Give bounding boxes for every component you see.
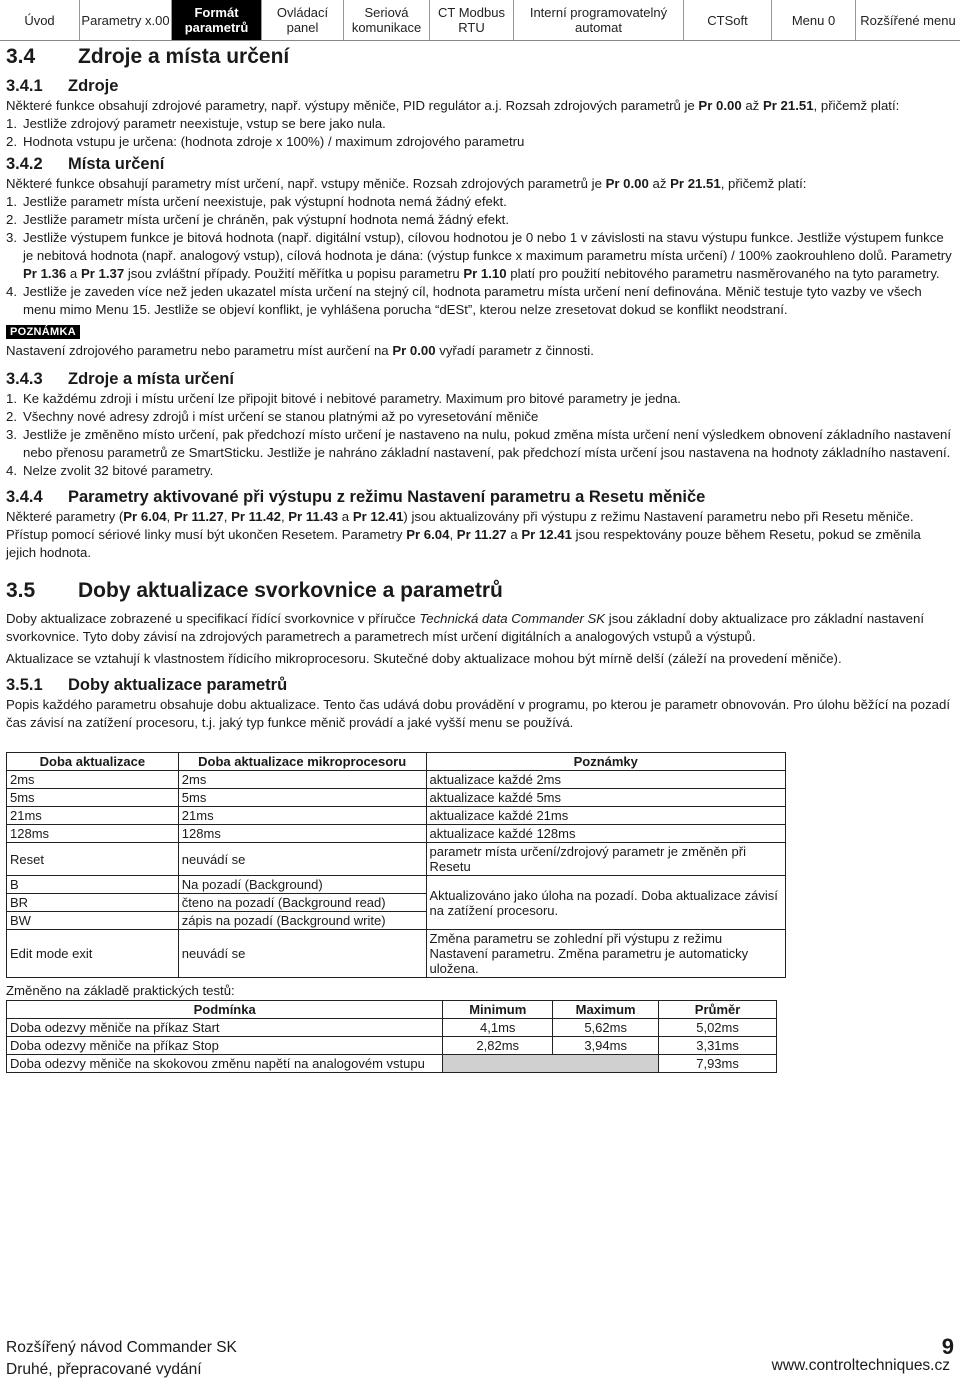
table-row xyxy=(7,930,786,978)
table-cell: 5ms xyxy=(178,789,426,807)
nav-ovladaci-panel[interactable]: Ovládací panel xyxy=(262,0,344,40)
table-cell: aktualizace každé 128ms xyxy=(426,825,786,843)
section-3-5-text-2: Aktualizace se vztahují k vlastnostem řídicího mikroprocesoru. Skutečné doby aktualizace mohou být mírně delší (záleží na provedení měniče). xyxy=(6,651,842,666)
table-cell: aktualizace každé 5ms xyxy=(426,789,786,807)
table-cell: Doba odezvy měniče na skokovou změnu napětí na analogovém vstupu xyxy=(7,1055,443,1073)
table-header: Doba aktualizace mikroprocesoru xyxy=(178,753,426,771)
table-cell: 2ms xyxy=(178,771,426,789)
table-cell: čteno na pozadí (Background read) xyxy=(178,894,426,912)
table-header: Doba aktualizace xyxy=(7,753,179,771)
section-3-4-1-heading: 3.4.1 Zdroje xyxy=(6,77,119,95)
table-cell: 3,31ms xyxy=(659,1037,777,1055)
table-cell: parametr místa určení/zdrojový parametr je změněn při Resetu xyxy=(426,843,786,876)
section-3-4-1-intro: Některé funkce obsahují zdrojové parametry, např. výstupy měniče, PID regulátor a.j. Rozsah zdrojových parametrů je Pr 0.00 až Pr 21.51, přičemž platí: xyxy=(6,98,900,113)
table-cell-empty xyxy=(443,1055,659,1073)
footer-title: Rozšířený návod Commander SK xyxy=(6,1339,237,1356)
nav-format-parametru[interactable]: Formát parametrů xyxy=(172,0,262,40)
nav-uvod[interactable]: Úvod xyxy=(0,0,80,40)
nav-rozsirene-menu[interactable]: Rozšířené menu xyxy=(860,12,956,28)
table-cell: 7,93ms xyxy=(659,1055,777,1073)
table-row xyxy=(7,876,786,894)
list-item: 2. Jestliže parametr místa určení je chráněn, pak výstupní hodnota nemá žádný efekt. xyxy=(6,212,509,227)
section-3-5-heading: 3.5 Doby aktualizace svorkovnice a parametrů xyxy=(6,579,503,602)
note-text: Nastavení zdrojového parametru nebo parametru míst aurčení na Pr 0.00 vyřadí parametr z činnosti. xyxy=(6,343,594,358)
table-cell: aktualizace každé 2ms xyxy=(426,771,786,789)
table-row xyxy=(7,807,786,825)
section-3-4-4-heading: 3.4.4 Parametry aktivované při výstupu z režimu Nastavení parametru a Resetu měniče xyxy=(6,488,706,506)
table-header-row xyxy=(7,1001,777,1019)
list-item: 2. Všechny nové adresy zdrojů i míst určení se stanou platnými až po vyresetování měniče xyxy=(6,409,539,424)
section-3-5-1-heading: 3.5.1 Doby aktualizace parametrů xyxy=(6,676,288,694)
nav-menu-0[interactable]: Menu 0 xyxy=(772,0,856,40)
list-item: 4. Nelze zvolit 32 bitové parametry. xyxy=(6,463,214,478)
table-cell: B xyxy=(7,876,179,894)
table-row xyxy=(7,1019,777,1037)
table-row xyxy=(7,789,786,807)
section-3-4-1-list xyxy=(6,115,954,151)
table-cell: 21ms xyxy=(7,807,179,825)
table-cell: 3,94ms xyxy=(553,1037,659,1055)
footer-website[interactable]: www.controltechniques.cz xyxy=(771,1357,950,1374)
section-3-5-text-1: Doby aktualizace zobrazené u specifikací řídící svorkovnice v příručce Technická data Commander SK jsou základní doby aktualizace pro základní nastavení svorkovnice. Tyto doby závisí na zdrojových parametrech a parametrech míst určení digitálních a analogových vstupů a výstupů. xyxy=(6,611,925,644)
table-header: Minimum xyxy=(443,1001,553,1019)
table-cell: 128ms xyxy=(178,825,426,843)
list-item: 4. Jestliže je zaveden více než jeden ukazatel místa určení na stejný cíl, hodnota parametru místa určení není definována. Měnič testuje tyto vazby ve všech menu mimo Menu 15. Jestliže se objeví konflikt, je vyhlášena porucha “dESt”, kterou nelze zresetovat dokud se konflikt neodstraní. xyxy=(6,284,922,317)
list-item: 3. Jestliže výstupem funkce je bitová hodnota (např. digitální vstup), cílovou hodnotou je 0 nebo 1 v závislosti na stavu výstupu funkce. Jestliže výstupem funkce je nebitová hodnota (např. analogový vstup), cílová hodnota je dána: (výstup funkce x maximum parametru místa určení) / 100% zaokrouhleno dolů. Parametry Pr 1.36 a Pr 1.37 jsou zvláštní případy. Použití měřítka u popisu parametru Pr 1.10 platí pro použití nebitového parametru nasměrovaného na tyto parametry. xyxy=(6,230,952,281)
table-cell: 2,82ms xyxy=(443,1037,553,1055)
table-cell: 21ms xyxy=(178,807,426,825)
table-cell: zápis na pozadí (Background write) xyxy=(178,912,426,930)
table-row xyxy=(7,825,786,843)
list-item: 1. Jestliže parametr místa určení neexistuje, pak výstupní hodnota nemá žádný efekt. xyxy=(6,194,507,209)
table-cell: Aktualizováno jako úloha na pozadí. Doba aktualizace závisí na zatížení procesoru. xyxy=(426,876,786,930)
list-item: 2. Hodnota vstupu je určena: (hodnota zdroje x 100%) / maximum zdrojového parametru xyxy=(6,134,525,149)
section-3-4-2-list xyxy=(6,193,954,319)
table-cell: 128ms xyxy=(7,825,179,843)
page-number: 9 xyxy=(941,1334,954,1359)
table-caption: Změněno na základě praktických testů: xyxy=(6,983,235,998)
table-header: Maximum xyxy=(553,1001,659,1019)
table-cell: neuvádí se xyxy=(178,843,426,876)
table-cell: Reset xyxy=(7,843,179,876)
section-3-4-2-intro: Některé funkce obsahují parametry míst určení, např. vstupy měniče. Rozsah zdrojových parametrů je Pr 0.00 až Pr 21.51, přičemž platí: xyxy=(6,176,807,191)
table-cell: Edit mode exit xyxy=(7,930,179,978)
nav-ctsoft[interactable]: CTSoft xyxy=(684,0,772,40)
nav-ct-modbus[interactable]: CT Modbus RTU xyxy=(430,0,514,40)
table-cell: 2ms xyxy=(7,771,179,789)
table-cell: Doba odezvy měniče na příkaz Start xyxy=(7,1019,443,1037)
table-cell: neuvádí se xyxy=(178,930,426,978)
section-3-4-3-list xyxy=(6,390,954,480)
table-cell: Změna parametru se zohlední při výstupu z režimu Nastavení parametru. Změna parametru je automaticky uložena. xyxy=(426,930,786,978)
table-cell: Na pozadí (Background) xyxy=(178,876,426,894)
response-times-table xyxy=(6,1000,777,1073)
top-navigation xyxy=(0,0,960,41)
table-cell: 5,02ms xyxy=(659,1019,777,1037)
main-content xyxy=(6,44,954,1073)
nav-interni-automat[interactable]: Interní programovatelný automat xyxy=(514,0,684,40)
list-item: 1. Jestliže zdrojový parametr neexistuje, vstup se bere jako nula. xyxy=(6,116,386,131)
table-row xyxy=(7,771,786,789)
nav-seriova-komunikace[interactable]: Seriová komunikace xyxy=(344,0,430,40)
table-cell: 5ms xyxy=(7,789,179,807)
section-3-5-1-text: Popis každého parametru obsahuje dobu aktualizace. Tento čas udává dobu provádění v programu, po kterou je parametr obnovován. Pro úlohu běžící na pozadí čas závisí na zatížení procesoru, t.j. jaký typ funkce měnič provádí a jaké vyšší menu se používá. xyxy=(6,697,951,730)
footer-left xyxy=(6,1337,237,1381)
section-3-4-3-heading: 3.4.3 Zdroje a místa určení xyxy=(6,370,234,388)
table-cell: BR xyxy=(7,894,179,912)
nav-parametry[interactable]: Parametry x.00 xyxy=(80,0,172,40)
table-header: Poznámky xyxy=(426,753,786,771)
table-header: Podmínka xyxy=(7,1001,443,1019)
table-row xyxy=(7,843,786,876)
section-3-4-4-text: Některé parametry (Pr 6.04, Pr 11.27, Pr 11.42, Pr 11.43 a Pr 12.41) jsou aktualizovány při výstupu z režimu Nastavení parametru nebo při Resetu měniče. Přístup pomocí sériové linky musí být ukončen Resetem. Parametry Pr 6.04, Pr 11.27 a Pr 12.41 jsou respektovány pouze během Resetu, pokud se změnila jejich hodnota. xyxy=(6,509,921,560)
table-header-row xyxy=(7,753,786,771)
section-3-4-heading: 3.4 Zdroje a místa určení xyxy=(6,45,290,68)
note-badge: POZNÁMKA xyxy=(6,325,80,339)
table-cell: 4,1ms xyxy=(443,1019,553,1037)
update-times-table xyxy=(6,752,786,978)
table-cell: Doba odezvy měniče na příkaz Stop xyxy=(7,1037,443,1055)
table-cell: BW xyxy=(7,912,179,930)
table-cell: aktualizace každé 21ms xyxy=(426,807,786,825)
section-3-4-2-heading: 3.4.2 Místa určení xyxy=(6,155,165,173)
table-row xyxy=(7,1055,777,1073)
footer-edition: Druhé, přepracované vydání xyxy=(6,1361,202,1378)
table-cell: 5,62ms xyxy=(553,1019,659,1037)
table-row xyxy=(7,1037,777,1055)
table-header: Průměr xyxy=(659,1001,777,1019)
list-item: 1. Ke každému zdroji i místu určení lze připojit bitové i nebitové parametry. Maximum pro bitové parametry je jedna. xyxy=(6,391,681,406)
list-item: 3. Jestliže je změněno místo určení, pak předchozí místo určení je nastaveno na nulu, pokud změna místa určení není výsledkem obnovení základního nastavení nebo přenosu parametrů ze SmartSticku. Jestliže je nahráno základní nastavení, pak předchozí místa určení jsou nastavena na hodnoty základního nastavení. xyxy=(6,427,952,460)
